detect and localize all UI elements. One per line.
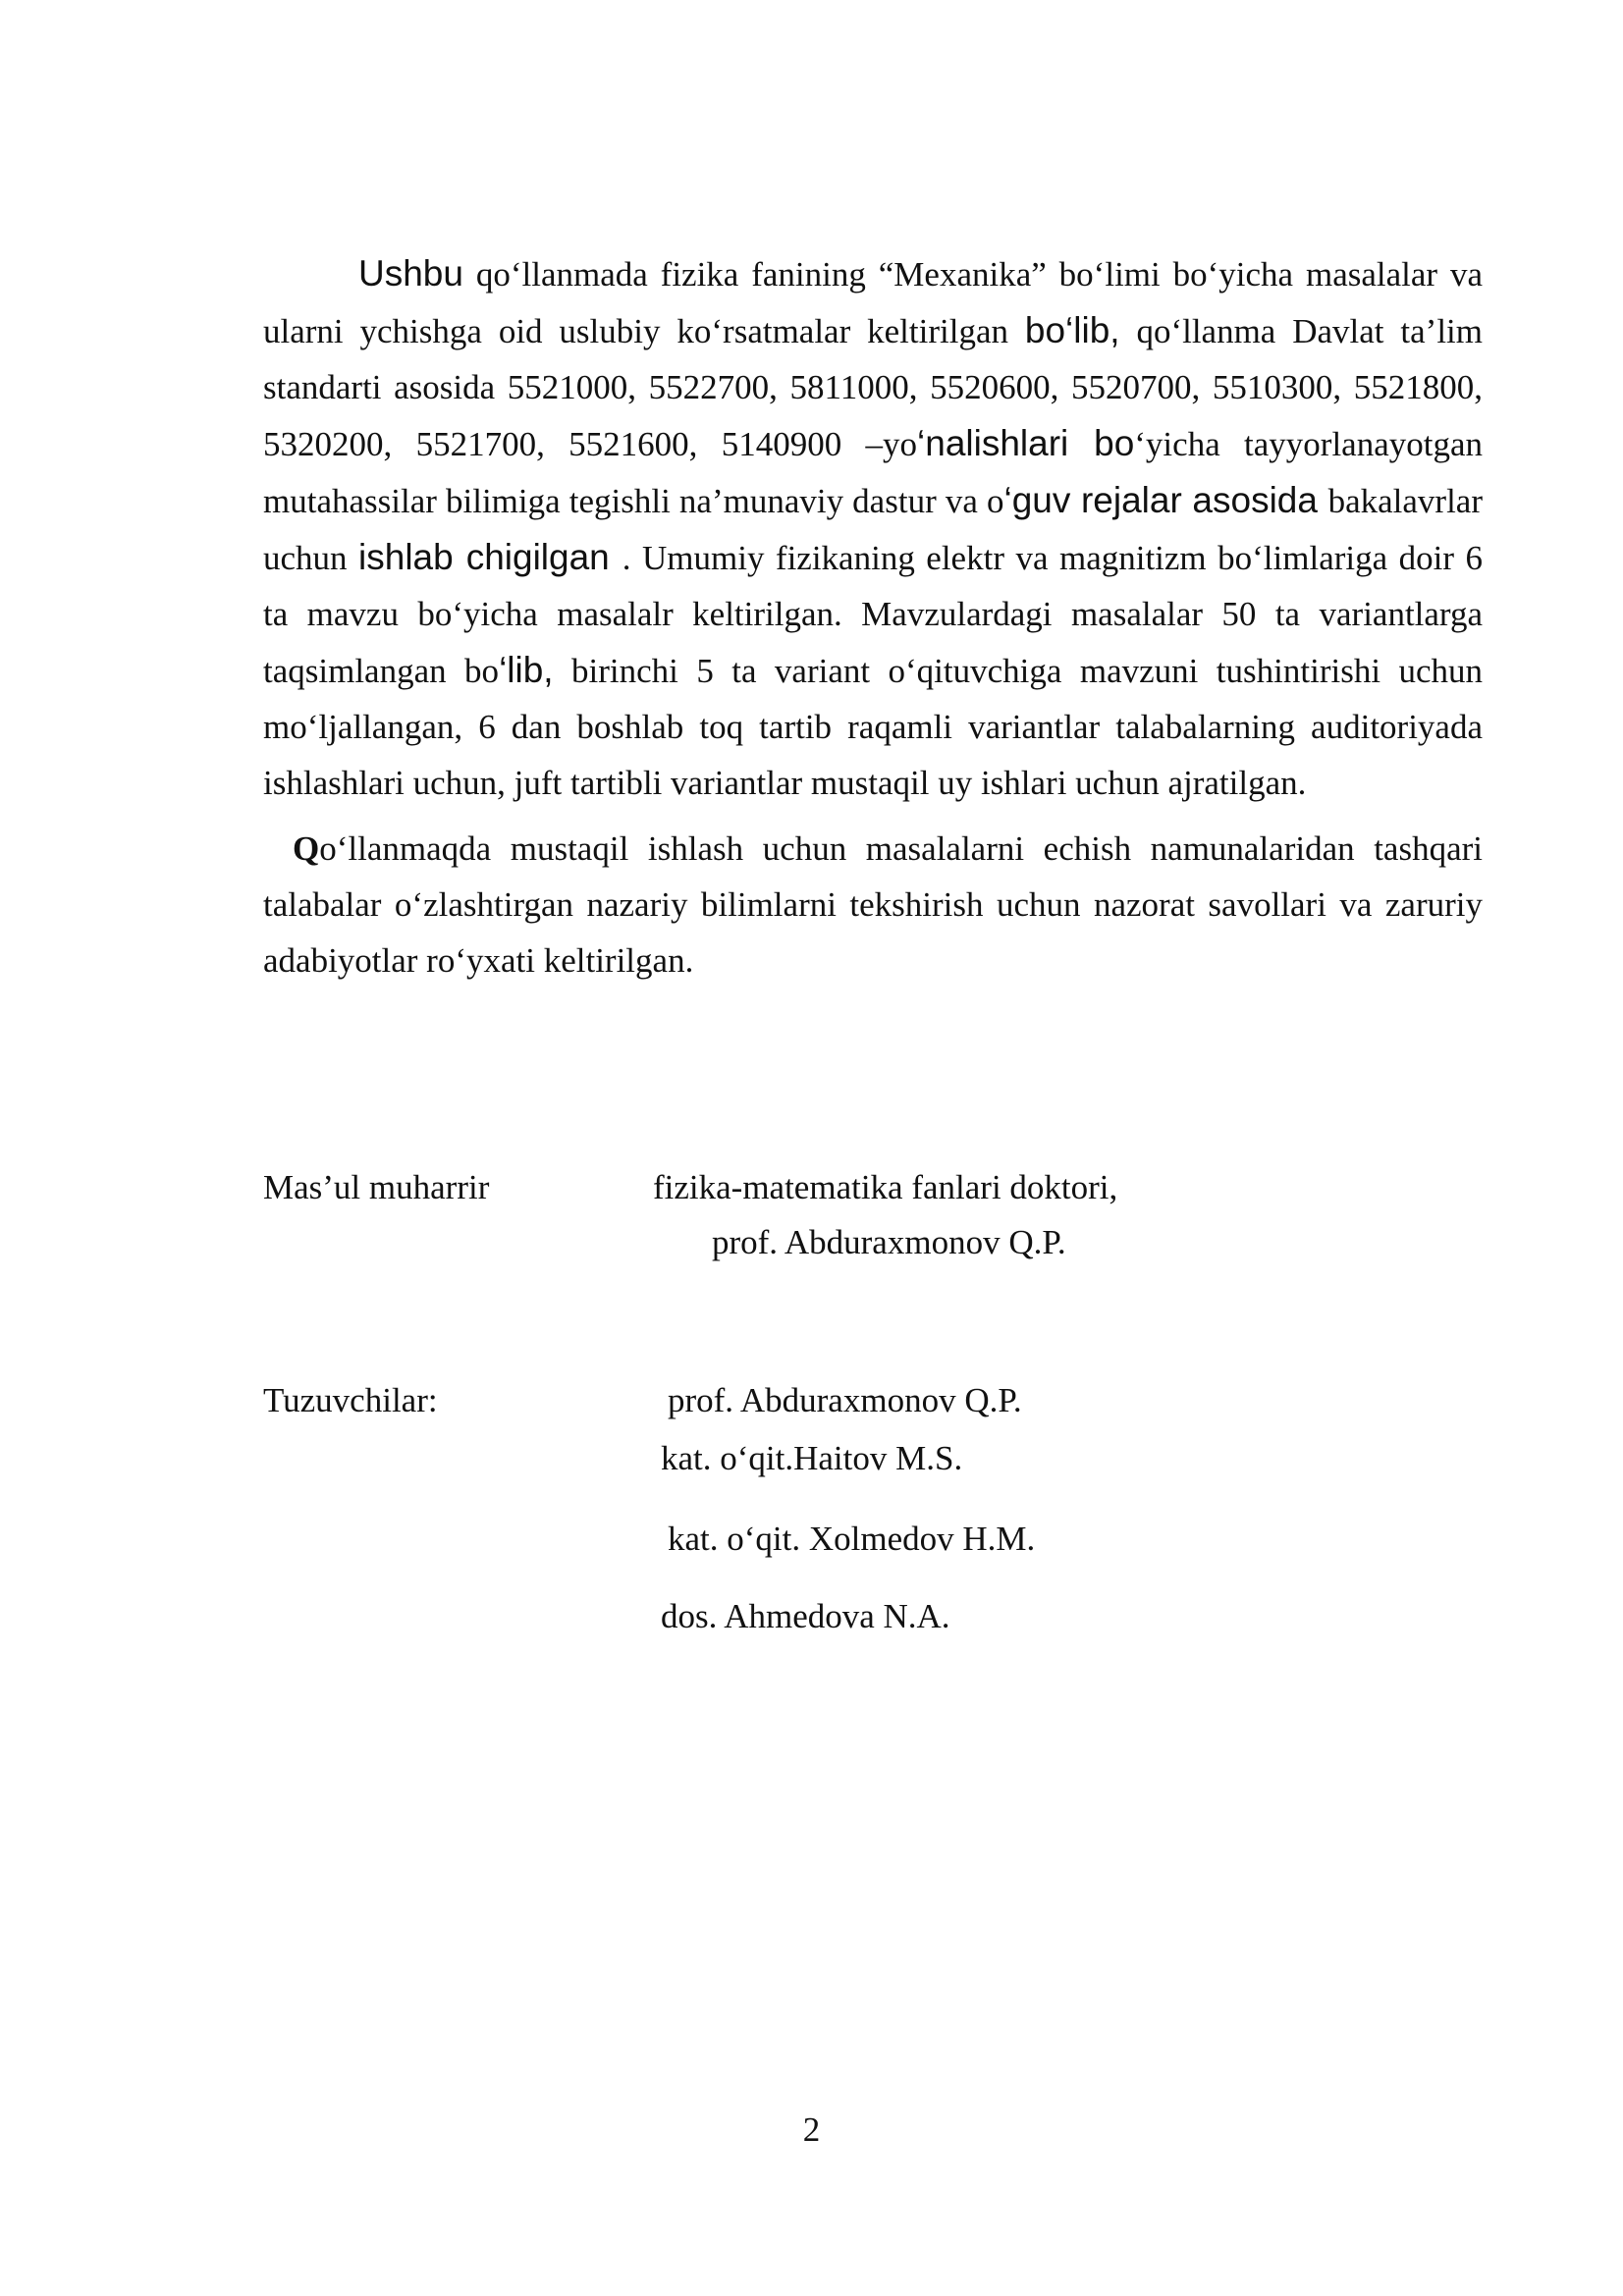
intro-paragraph <box>263 245 1483 811</box>
editor-label: Mas’ul muharrir <box>263 1168 490 1206</box>
intro-lead-word: Ushbu <box>358 253 463 294</box>
main-text-block <box>263 245 1483 988</box>
compiler-name: dos. Ahmedova N.A. <box>661 1597 950 1635</box>
compiler-name: kat. o‘qit. Xolmedov H.M. <box>668 1520 1036 1558</box>
intro-text-segment: . Umumiy fizikaning elektr va magnitizm bo‘limlariga doir 6 ta mavzu bo‘yicha masalalr keltirilgan. Mavzulardagi masalalar 50 ta variantlarga taqsimlangan bo <box>263 539 1483 690</box>
compilers-label: Tuzuvchilar: <box>263 1381 438 1419</box>
intro-text-segment: bo‘lib, <box>1024 310 1120 350</box>
intro-text-segment: ‘lib, <box>499 650 554 690</box>
intro-text-segment: ‘nalishlari bo <box>917 423 1135 463</box>
second-paragraph <box>263 821 1483 988</box>
second-paragraph-text: o‘llanmaqda mustaqil ishlash uchun masalalarni echish namunalaridan tashqari talabalar o‘zlashtirgan nazariy bilimlarni tekshirish uchun nazorat savollari va zaruriy adabiyotlar ro‘yxati keltirilgan. <box>263 829 1483 980</box>
intro-text-segment: qo‘llanma Davlat ta’lim standarti asosida 5521000, 5522700, 5811000, 5520600, 5520700, 5510300, 5521800, 5320200, 5521700, 5521600, 5140900 –yo <box>263 312 1483 463</box>
page-number: 2 <box>802 2110 821 2149</box>
editor-title: fizika-matematika fanlari doktori, <box>653 1168 1118 1206</box>
editor-name: prof. Abduraxmonov Q.P. <box>712 1223 1066 1261</box>
compiler-name: kat. o‘qit.Haitov M.S. <box>661 1439 963 1477</box>
intro-text-segment: bakalavrlar uchun <box>263 482 1483 577</box>
second-lead-letter: Q <box>293 829 320 868</box>
compiler-name: prof. Abduraxmonov Q.P. <box>668 1381 1022 1419</box>
intro-text-segment: ‘guv rejalar asosida <box>1003 480 1328 520</box>
intro-text-segment: ‘yicha tayyorlanayotgan mutahassilar bilimiga tegishli na’munaviy dastur va o <box>263 425 1484 520</box>
intro-text-segment: ishlab chigilgan <box>358 537 622 577</box>
intro-text-segment: qo‘llanmada fizika fanining “Mexanika” bo‘limi bo‘yicha masalalar va ularni ychishga oid uslubiy ko‘rsatmalar keltirilgan <box>263 255 1483 350</box>
intro-text-segment: birinchi 5 ta variant o‘qituvchiga mavzuni tushintirishi uchun mo‘ljallangan, 6 dan boshlab toq tartib raqamli variantlar talabalarning auditoriyada ishlashlari uchun, juft tartibli variantlar mustaqil uy ishlari uchun ajratilgan. <box>263 652 1484 802</box>
